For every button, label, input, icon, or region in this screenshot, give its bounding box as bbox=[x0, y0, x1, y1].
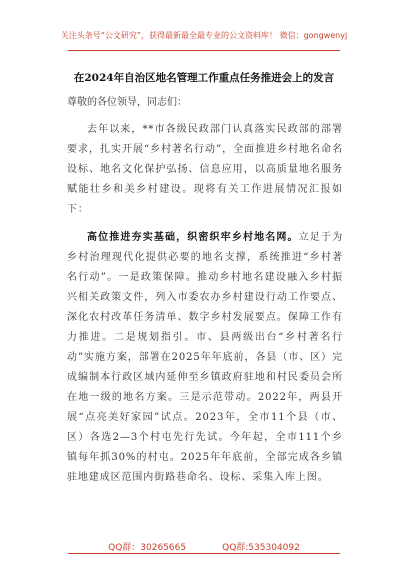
header-divider bbox=[68, 50, 340, 51]
contact-footer bbox=[0, 540, 408, 553]
paragraph-section-1 bbox=[67, 228, 343, 488]
salutation: 尊敬的各位领导，同志们： bbox=[67, 97, 187, 108]
paragraph-intro: 去年以来，**市各级民政部门认真落实民政部的部署要求，扎实开展“乡村著名行动”，全面推进乡村地名命名设标、地名文化保护弘扬、信息应用，以高质量地名服务赋能壮乡和美乡村建设。现将有关工作进展情况汇报如下： bbox=[67, 124, 343, 215]
qq-group-2: QQ群:535304092 bbox=[222, 543, 300, 553]
document-body bbox=[67, 120, 343, 488]
document-title: 在2024年自治区地名管理工作重点任务推进会上的发言 bbox=[73, 72, 335, 84]
qq-group-1: QQ群：30265665 bbox=[108, 543, 187, 553]
section-text: 立足于为乡村治理现代化提供必要的地名支撑，系统推进“乡村著名行动”。一是政策保障。推动乡村地名建设融入乡村振兴相关政策文件，列入市委农办乡村建设行动工作要点、深化农村改革任务清单、数字乡村发展要点。保障工作有力推进。二是规划指引。市、县两级出台“乡村著名行动”实施方案，部署在2025年年底前，各县（市、区）完成编制本行政区域内延伸至乡镇政府驻地和村民委员会所在地一级的地名方案。三是示范带动。2022年，两县开展“点亮美好家园”试点。2023年，全市11个县（市、区）各选2—3个村屯先行先试。今年起，全市111个乡镇每年抓30%的村屯。2025年年底前，全部完成各乡镇驻地建成区范围内街路巷命名、设标、采集入库上图。 bbox=[67, 232, 343, 483]
footer-divider bbox=[68, 553, 340, 554]
promo-header: 关注头条号“公文研究”，获得最新最全最专业的公文资料库！ 微信：gongwenyj bbox=[60, 31, 348, 40]
section-heading: 高位推进夯实基础，织密织牢乡村地名网。 bbox=[87, 232, 299, 243]
